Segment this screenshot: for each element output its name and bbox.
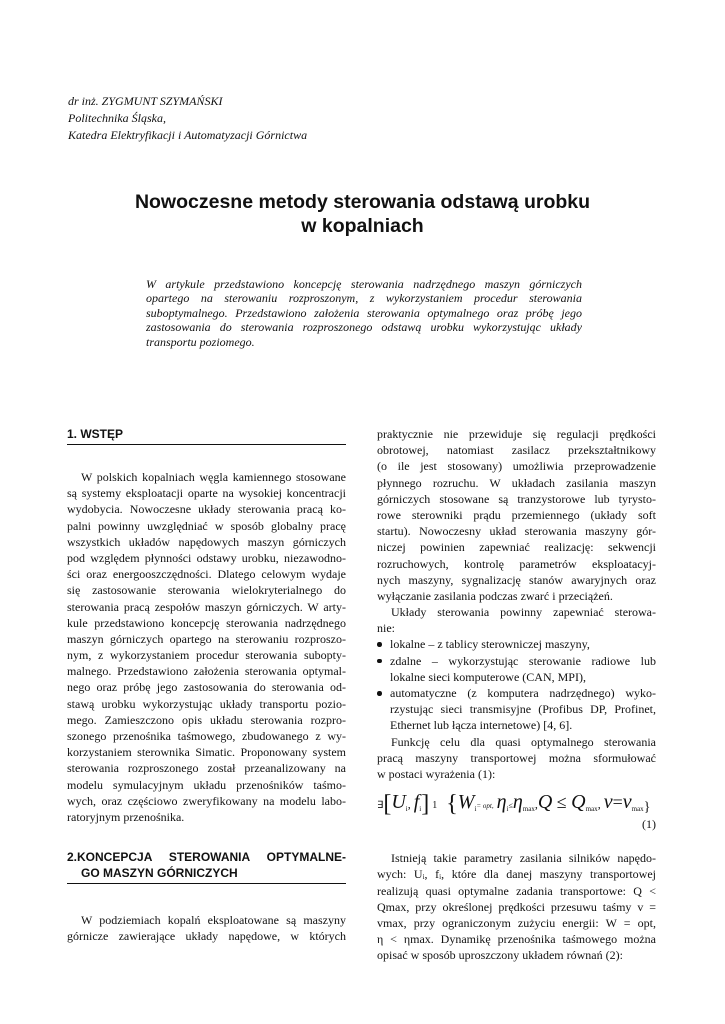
paragraph-line: Qmax, przy określonej prędkości przesuwu taśmy v = — [377, 899, 656, 914]
bullet-dot-icon — [377, 642, 382, 647]
paragraph-line: górnicze zawierające układy napędowe, w których — [67, 929, 346, 944]
paragraph-line: W polskich kopalniach węgla kamiennego stosowane — [81, 470, 346, 484]
abstract — [146, 277, 582, 349]
paragraph-line: stawą urobku wykorzystując układy transportu pozio- — [67, 696, 346, 711]
paragraph-line: pod względem płynności odstawy urobku, niezawodno- — [67, 550, 346, 565]
paragraph-line: Istnieją takie parametry zasilania silników napędo- — [391, 851, 656, 866]
bullet-dot-icon — [377, 659, 382, 664]
paragraph-line: malnego. Przedstawiono założenia sterowania optymal- — [67, 664, 346, 679]
paragraph-line: η < ηmax. Dynamikę przenośnika taśmowego można — [377, 932, 656, 947]
left-column — [67, 426, 346, 945]
bullet-line: rzystując sieci transmisyjne (Profibus DP, Profinet, — [390, 702, 656, 717]
section-2-heading-line-1: 2.KONCEPCJA STEROWANIA OPTYMALNE- — [67, 850, 346, 865]
paragraph-line: ści oraz energooszczędności. Dlatego celowym wydaje — [67, 567, 346, 582]
paragraph-line: szonego przenośnika taśmowego, zbudowanego z wy- — [67, 729, 346, 743]
paragraph-line: korzystaniem sterownika Simatic. Proponowany system — [67, 745, 346, 760]
title-line-1: Nowoczesne metody sterowania odstawą urobku — [134, 191, 591, 213]
author-name: dr inż. ZYGMUNT SZYMAŃSKI — [68, 94, 223, 108]
paragraph-line: się zastosowanie sterowania wielokryterialnego do — [67, 583, 346, 598]
bullet-dot-icon — [377, 691, 382, 696]
paragraph-line: wszystkich układów napędowych maszyn górniczych — [67, 534, 346, 549]
paragraph-line: ratoryjnym przenośnika. — [67, 809, 185, 824]
right-paragraph-1 — [377, 426, 656, 604]
right-paragraph-2 — [377, 604, 656, 636]
paragraph-line: rozruchowych, kontrolę parametrów eksploatacyj- — [377, 556, 656, 571]
equation-1 — [377, 792, 656, 836]
paragraph-line: sterowania pracą zespołów maszyn górniczych. W arty- — [67, 599, 346, 614]
paragraph-line: pracą maszyny transportowej można sformułować — [377, 750, 656, 765]
paragraph-line: vmax, przy ograniczonym zużyciu energii: W = opt, — [377, 915, 656, 930]
paragraph-line: (o ile jest stosowany) umożliwia przeprowadzenie — [377, 459, 656, 474]
paragraph-line: płynnego rozruchu. W układach zasilania maszyn — [377, 475, 656, 490]
paragraph-line: opisać w sposób uproszczony układem równań (2): — [377, 948, 623, 963]
bullet-item — [377, 636, 656, 652]
equation-number: (1) — [642, 817, 656, 832]
paragraph-line: są systemy eksploatacji oparte na wysokiej koncentracji — [67, 486, 346, 501]
section-1-rule — [67, 444, 346, 445]
section-2-body — [67, 912, 346, 944]
right-column — [377, 426, 656, 963]
paragraph-line: górniczych stosowane są tranzystorowe lub tyrysto- — [377, 491, 656, 506]
abstract-line: opartego na sterowaniu rozproszonym, z wykorzystaniem procedur sterowania — [146, 291, 582, 306]
section-2-heading-line-2: GO MASZYN GÓRNICZYCH — [81, 866, 238, 881]
paragraph-line: rowe sterowniki prądu przemiennego (układy soft — [377, 507, 656, 522]
section-1-body — [67, 469, 346, 825]
paragraph-line: nie: — [377, 621, 395, 636]
paragraph-line: palni powinny uwzględniać w sposób globalny pracę — [67, 518, 346, 533]
right-paragraph-4 — [377, 850, 656, 963]
paragraph-line: niczej powinien zapewniać realizację: sekwencji — [377, 540, 656, 555]
abstract-line: W artykule przedstawiono koncepcję sterowania nadrzędnego maszyn górniczych — [146, 277, 582, 291]
section-2-heading — [67, 849, 346, 881]
bullet-line: Ethernet lub łącza internetowe) [4, 6]. — [390, 718, 573, 733]
author-block — [68, 93, 468, 144]
paragraph-line: obrotowej, natomiast zasilacz przekształtnikowy — [377, 443, 656, 458]
paragraph-line: realizują quasi optymalne zadania transportowe: Q < — [377, 883, 656, 898]
paragraph-line: wydobycia. Nowoczesne układy sterowania pracą ko- — [67, 502, 346, 517]
bullet-item — [377, 685, 656, 734]
paragraph-line: kule przedstawiono koncepcję sterowania nadrzędnego — [67, 615, 346, 630]
paragraph-line: sterowania rozproszonego został przeanalizowany na — [67, 761, 346, 776]
paragraph-line: maszyn górniczych opartego na sterowaniu rozproszo- — [67, 631, 346, 646]
equation-formula: $\exists[U_i$, $f_i$] 1 {$W_i=$ opt, $\eta_i\le\eta_{max},Q \le Q_{max}$, $v=v_{max}$} — [377, 791, 651, 818]
bullet-list — [377, 636, 656, 733]
paragraph-line: modelu symulacyjnym układu przenośników taśmo- — [67, 777, 346, 792]
paragraph-line: praktycznie nie przewiduje się regulacji prędkości — [377, 427, 656, 441]
paper-title — [60, 190, 665, 238]
bullet-line: lokalne – z tablicy sterowniczej maszyny, — [390, 637, 590, 652]
paragraph-line: w postaci wyrażenia (1): — [377, 766, 496, 781]
paragraph-line: wyłączanie zasilania podczas zwarć i przeciążeń. — [377, 588, 613, 603]
abstract-line: suboptymalnego. Przedstawiono założenia sterowania optymalnego oraz próbę jego — [146, 305, 582, 320]
paragraph-line: nym, z wykorzystaniem procedur sterowania subopty- — [67, 648, 346, 663]
author-department: Katedra Elektryfikacji i Automatyzacji Górnictwa — [68, 128, 308, 142]
paragraph-line: startu). Nowoczesny układ sterowania maszyny gór- — [377, 524, 656, 539]
paragraph-line: W podziemiach kopalń eksploatowane są maszyny — [81, 913, 346, 928]
title-line-2: w kopalniach — [301, 215, 424, 237]
bullet-item — [377, 653, 656, 685]
author-affiliation: Politechnika Śląska, — [68, 111, 166, 125]
paragraph-line: wych, oraz częściowo zweryfikowany na modelu labo- — [67, 793, 346, 808]
paragraph-line: Układy sterowania powinny zapewniać sterowa- — [391, 605, 656, 620]
abstract-line: zastosowania do sterowania rozproszonego odstawą urobku wykorzystując układy — [146, 320, 582, 335]
paragraph-line: nego oraz próbę jego zastosowania do sterowania od- — [67, 680, 346, 695]
abstract-line: transportu poziomego. — [146, 334, 255, 349]
right-paragraph-3 — [377, 734, 656, 783]
section-2-rule — [67, 883, 346, 884]
section-1-heading: 1. WSTĘP — [67, 427, 124, 441]
paragraph-line: Funkcję celu dla quasi optymalnego sterowania — [391, 734, 656, 749]
bullet-line: automatyczne (z komputera nadrzędnego) wyko- — [390, 686, 656, 700]
bullet-line: zdalne – wykorzystując sterowanie radiowe lub — [390, 653, 656, 668]
paragraph-line: nych maszyny, sygnalizację stanów awaryjnych oraz — [377, 572, 656, 587]
bullet-line: lokalne sieci komputerowe (CAN, MPI), — [390, 669, 586, 684]
paragraph-line: mego. Zamieszczono opis układu sterowania rozpro- — [67, 712, 346, 727]
paragraph-line: wych: Uᵢ, fᵢ, które dla danej maszyny transportowej — [377, 867, 656, 882]
